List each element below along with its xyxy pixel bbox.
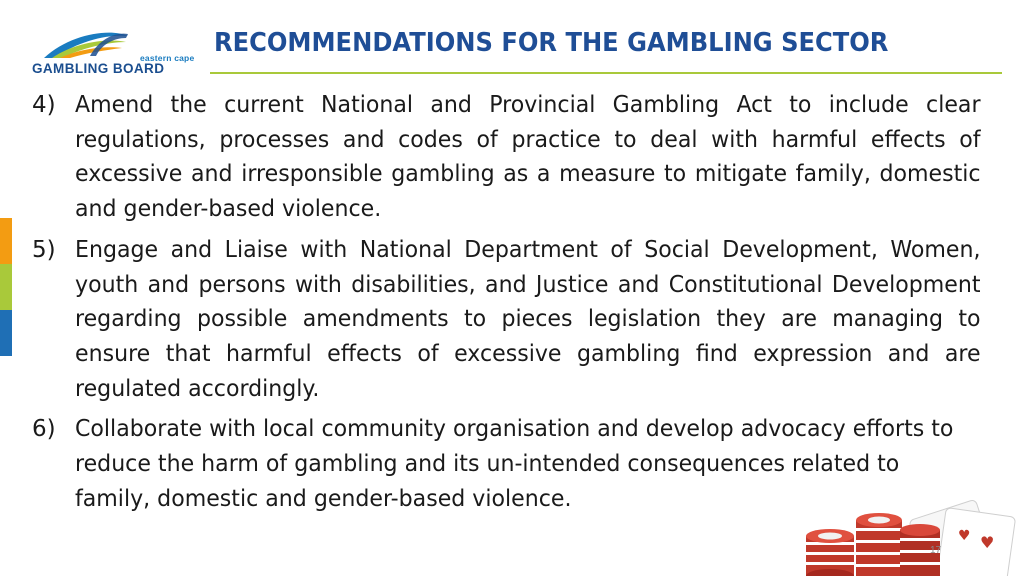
- list-item: [32, 233, 982, 407]
- item-text: Amend the current National and Provincial Gambling Act to include clear regulations, processes and codes of practice to deal with harmful effects of excessive and irresponsible gambling as a measure to mitigate family, domestic and gender-based violence.: [75, 92, 981, 223]
- item-text: Engage and Liaise with National Department of Social Development, Women, youth and persons with disabilities, and Justice and Constitutional Development regarding possible amendments to pieces legislation they are managing to ensure that harmful effects of excessive gambling find expression and are regulated accordingly.: [75, 236, 981, 402]
- item-number: 6): [32, 416, 56, 443]
- side-bar-orange: [0, 218, 12, 264]
- svg-text:♥: ♥: [980, 533, 995, 552]
- item-text: Collaborate with local community organisation and develop advocacy efforts to reduce the harm of gambling and its un-intended consequences related to family, domestic and gender-based violence.: [75, 416, 954, 512]
- side-bar-green: [0, 264, 12, 310]
- logo-subtitle: eastern cape: [140, 53, 195, 63]
- item-number: 4): [32, 92, 56, 118]
- side-bar-blue: [0, 310, 12, 356]
- slide-title: RECOMMENDATIONS FOR THE GAMBLING SECTOR: [214, 28, 889, 58]
- recommendation-list: [32, 88, 982, 522]
- svg-text:♥: ♥: [958, 528, 971, 544]
- title-underline: [210, 72, 1002, 74]
- gambling-board-logo: [30, 26, 202, 78]
- casino-chips-and-cards-image: [800, 490, 1024, 576]
- side-color-bars: [0, 218, 12, 356]
- list-item: [32, 88, 982, 227]
- item-number: 5): [32, 236, 56, 263]
- page-number: 17: [930, 545, 942, 556]
- logo-name: GAMBLING BOARD: [32, 61, 165, 76]
